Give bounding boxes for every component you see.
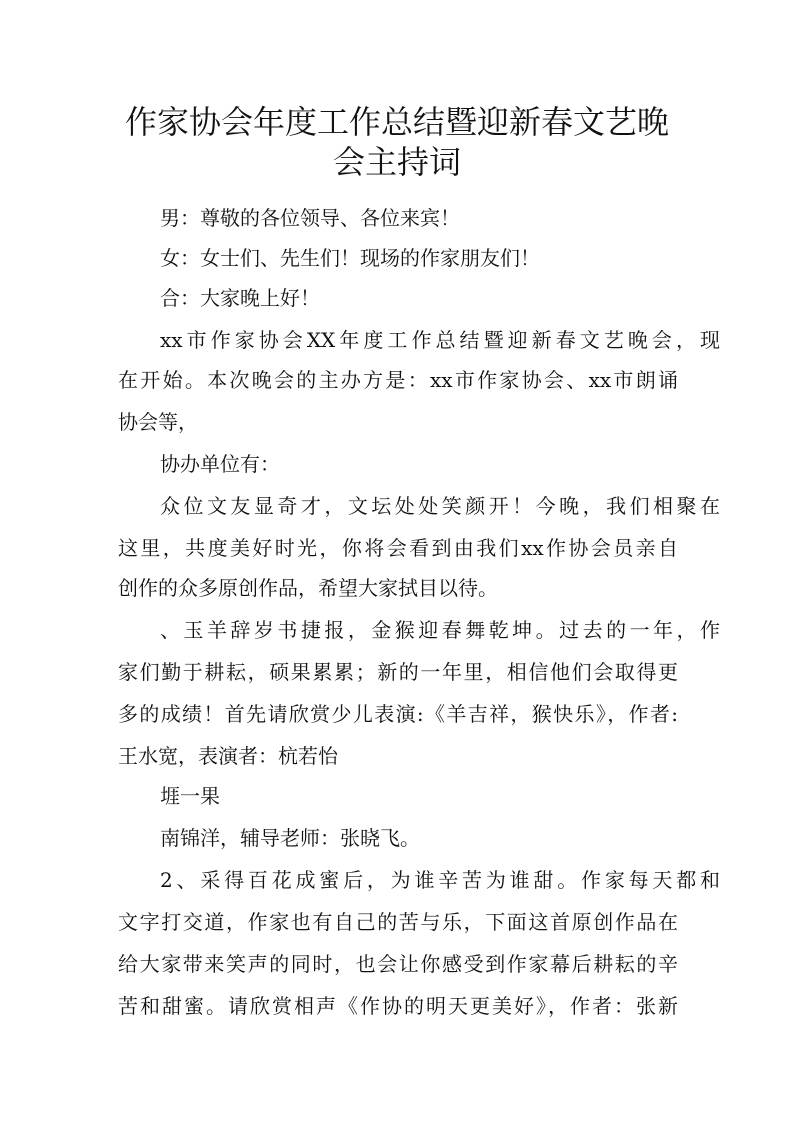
body-line: 2、采得百花成蜜后，为谁辛苦为谁甜。作家每天都和 bbox=[160, 868, 720, 892]
body-line: 协办单位有： bbox=[160, 452, 280, 476]
body-line: 、玉羊辞岁书捷报，金猴迎春舞乾坤。过去的一年，作 bbox=[160, 618, 720, 642]
body-line: 这里，共度美好时光，你将会看到由我们xx作协会员亲自 bbox=[118, 536, 678, 560]
body-line: 南锦洋，辅导老师：张晓飞。 bbox=[160, 826, 420, 850]
body-line: 王水宽，表演者：杭若怡 bbox=[118, 744, 338, 768]
body-line: 众位文友显奇才，文坛处处笑颜开！今晚，我们相聚在 bbox=[160, 494, 720, 518]
document-title-line-1: 作家协会年度工作总结暨迎新春文艺晚 bbox=[124, 103, 669, 141]
document-title-line-2: 会主持词 bbox=[332, 143, 461, 181]
body-line: 堐一果 bbox=[160, 784, 220, 808]
body-line: 家们勤于耕耘，硕果累累；新的一年里，相信他们会取得更 bbox=[118, 660, 678, 684]
body-line: 文字打交道，作家也有自己的苦与乐，下面这首原创作品在 bbox=[118, 910, 678, 934]
body-line: 男：尊敬的各位领导、各位来宾！ bbox=[160, 206, 460, 230]
body-line: 在开始。本次晚会的主办方是：xx市作家协会、xx市朗诵 bbox=[118, 368, 678, 392]
body-line: 创作的众多原创作品，希望大家拭目以待。 bbox=[118, 576, 498, 600]
body-line: 协会等， bbox=[118, 410, 198, 434]
body-line: 合：大家晚上好！ bbox=[160, 286, 320, 310]
body-line: xx市作家协会XX年度工作总结暨迎新春文艺晚会，现 bbox=[160, 328, 720, 352]
body-line: 女：女士们、先生们！现场的作家朋友们！ bbox=[160, 246, 540, 270]
body-line: 给大家带来笑声的同时，也会让你感受到作家幕后耕耘的辛 bbox=[118, 952, 678, 976]
body-line: 苦和甜蜜。请欣赏相声《作协的明天更美好》，作者：张新 bbox=[118, 994, 678, 1018]
body-line: 多的成绩！首先请欣赏少儿表演:《羊吉祥，猴快乐》，作者: bbox=[118, 702, 678, 726]
